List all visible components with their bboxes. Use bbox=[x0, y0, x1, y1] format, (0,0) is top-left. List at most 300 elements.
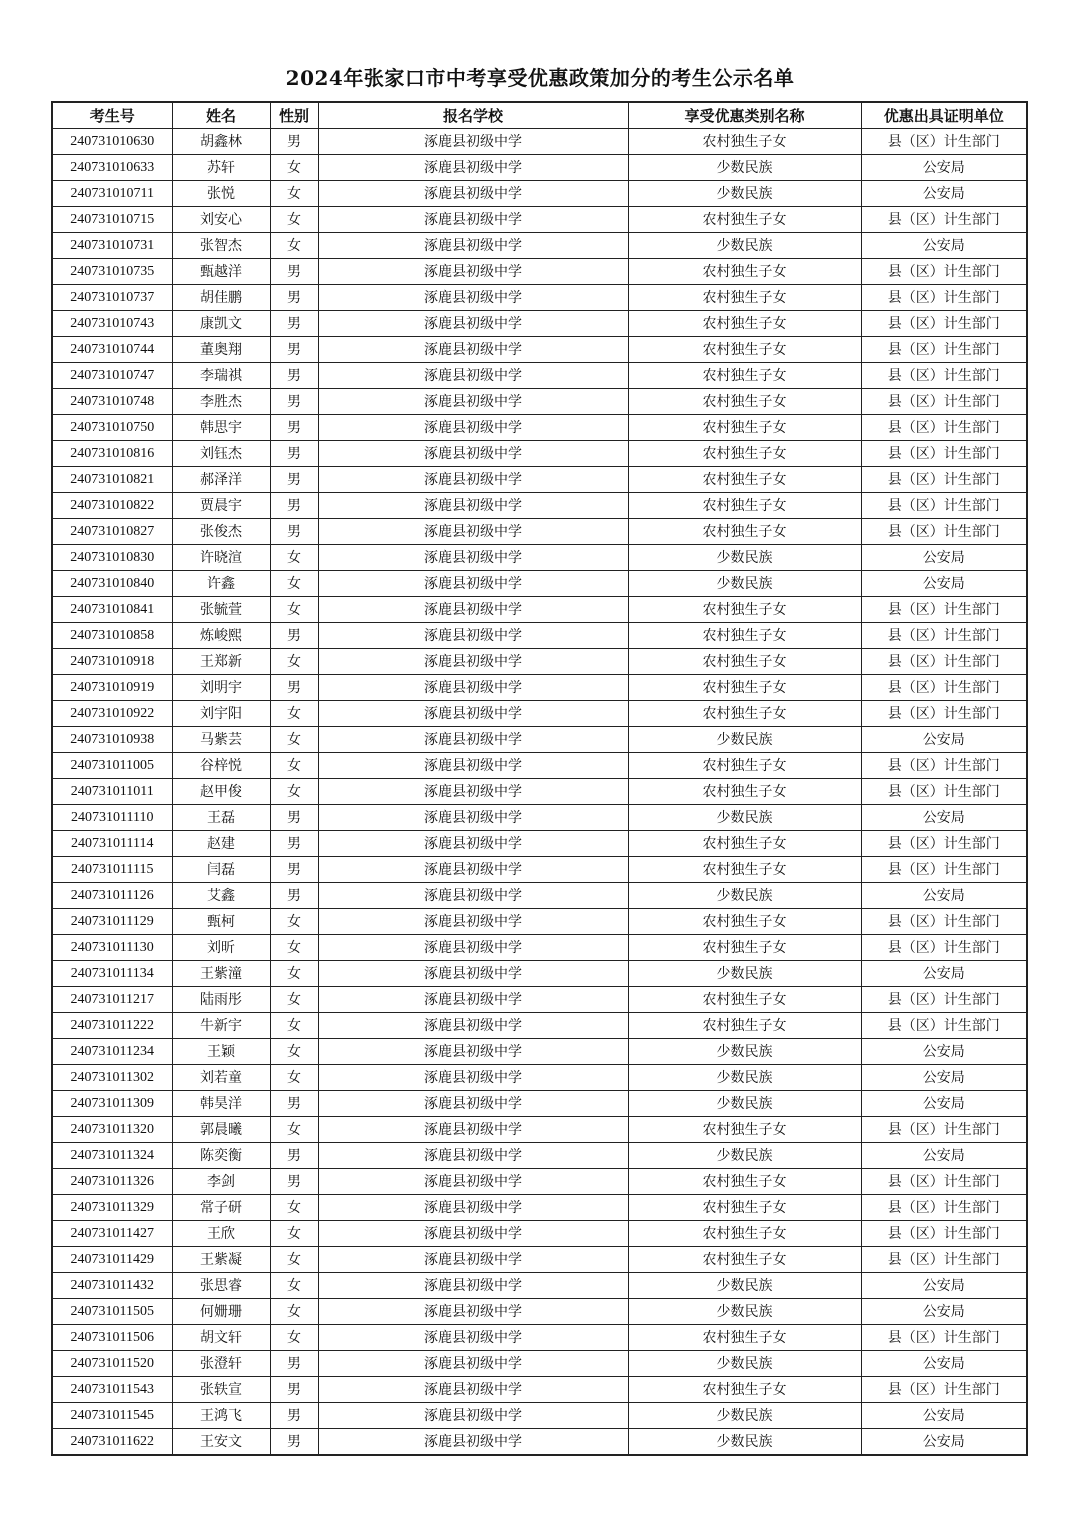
cell-school: 涿鹿县初级中学 bbox=[318, 779, 628, 805]
cell-gender: 女 bbox=[270, 779, 318, 805]
cell-exam-number: 240731011011 bbox=[52, 779, 172, 805]
cell-gender: 女 bbox=[270, 1247, 318, 1273]
table-row bbox=[52, 1117, 1027, 1143]
cell-name: 王紫潼 bbox=[172, 961, 270, 987]
cell-bonus-category: 少数民族 bbox=[628, 571, 861, 597]
cell-school: 涿鹿县初级中学 bbox=[318, 1065, 628, 1091]
cell-name: 张俊杰 bbox=[172, 519, 270, 545]
cell-school: 涿鹿县初级中学 bbox=[318, 181, 628, 207]
cell-name: 王鸿飞 bbox=[172, 1403, 270, 1429]
cell-name: 陈奕衡 bbox=[172, 1143, 270, 1169]
cell-bonus-category: 农村独生子女 bbox=[628, 363, 861, 389]
table-row bbox=[52, 987, 1027, 1013]
cell-name: 何姗珊 bbox=[172, 1299, 270, 1325]
table-row bbox=[52, 649, 1027, 675]
table-row bbox=[52, 311, 1027, 337]
cell-school: 涿鹿县初级中学 bbox=[318, 857, 628, 883]
cell-bonus-category: 农村独生子女 bbox=[628, 259, 861, 285]
cell-certifying-unit: 县（区）计生部门 bbox=[861, 311, 1027, 337]
cell-bonus-category: 少数民族 bbox=[628, 1065, 861, 1091]
cell-exam-number: 240731010938 bbox=[52, 727, 172, 753]
cell-bonus-category: 农村独生子女 bbox=[628, 467, 861, 493]
cell-exam-number: 240731011432 bbox=[52, 1273, 172, 1299]
cell-school: 涿鹿县初级中学 bbox=[318, 987, 628, 1013]
cell-certifying-unit: 县（区）计生部门 bbox=[861, 129, 1027, 155]
header-name: 姓名 bbox=[172, 102, 270, 129]
cell-exam-number: 240731010630 bbox=[52, 129, 172, 155]
cell-exam-number: 240731011427 bbox=[52, 1221, 172, 1247]
table-row bbox=[52, 363, 1027, 389]
table-row bbox=[52, 805, 1027, 831]
table-row bbox=[52, 519, 1027, 545]
cell-bonus-category: 农村独生子女 bbox=[628, 337, 861, 363]
cell-name: 刘若童 bbox=[172, 1065, 270, 1091]
cell-certifying-unit: 县（区）计生部门 bbox=[861, 285, 1027, 311]
cell-bonus-category: 农村独生子女 bbox=[628, 311, 861, 337]
cell-name: 张思睿 bbox=[172, 1273, 270, 1299]
cell-bonus-category: 农村独生子女 bbox=[628, 1247, 861, 1273]
cell-name: 闫磊 bbox=[172, 857, 270, 883]
cell-school: 涿鹿县初级中学 bbox=[318, 259, 628, 285]
cell-exam-number: 240731010735 bbox=[52, 259, 172, 285]
cell-school: 涿鹿县初级中学 bbox=[318, 519, 628, 545]
cell-bonus-category: 农村独生子女 bbox=[628, 701, 861, 727]
cell-school: 涿鹿县初级中学 bbox=[318, 1013, 628, 1039]
cell-school: 涿鹿县初级中学 bbox=[318, 1403, 628, 1429]
cell-school: 涿鹿县初级中学 bbox=[318, 311, 628, 337]
cell-school: 涿鹿县初级中学 bbox=[318, 1221, 628, 1247]
header-exam-number: 考生号 bbox=[52, 102, 172, 129]
table-row bbox=[52, 571, 1027, 597]
cell-gender: 女 bbox=[270, 1325, 318, 1351]
cell-certifying-unit: 县（区）计生部门 bbox=[861, 1325, 1027, 1351]
cell-school: 涿鹿县初级中学 bbox=[318, 1429, 628, 1456]
cell-school: 涿鹿县初级中学 bbox=[318, 727, 628, 753]
cell-exam-number: 240731010840 bbox=[52, 571, 172, 597]
cell-exam-number: 240731010922 bbox=[52, 701, 172, 727]
cell-name: 甄柯 bbox=[172, 909, 270, 935]
cell-bonus-category: 农村独生子女 bbox=[628, 909, 861, 935]
cell-school: 涿鹿县初级中学 bbox=[318, 1195, 628, 1221]
table-row bbox=[52, 1013, 1027, 1039]
cell-school: 涿鹿县初级中学 bbox=[318, 623, 628, 649]
cell-exam-number: 240731011320 bbox=[52, 1117, 172, 1143]
cell-gender: 男 bbox=[270, 259, 318, 285]
cell-gender: 男 bbox=[270, 415, 318, 441]
cell-certifying-unit: 县（区）计生部门 bbox=[861, 493, 1027, 519]
cell-name: 王颖 bbox=[172, 1039, 270, 1065]
cell-certifying-unit: 县（区）计生部门 bbox=[861, 831, 1027, 857]
cell-exam-number: 240731010821 bbox=[52, 467, 172, 493]
cell-gender: 女 bbox=[270, 1117, 318, 1143]
cell-exam-number: 240731011005 bbox=[52, 753, 172, 779]
cell-certifying-unit: 县（区）计生部门 bbox=[861, 935, 1027, 961]
cell-certifying-unit: 县（区）计生部门 bbox=[861, 753, 1027, 779]
cell-name: 炼峻熙 bbox=[172, 623, 270, 649]
cell-certifying-unit: 公安局 bbox=[861, 727, 1027, 753]
cell-certifying-unit: 公安局 bbox=[861, 1091, 1027, 1117]
header-bonus-category: 享受优惠类别名称 bbox=[628, 102, 861, 129]
cell-gender: 女 bbox=[270, 545, 318, 571]
cell-certifying-unit: 公安局 bbox=[861, 155, 1027, 181]
cell-exam-number: 240731011622 bbox=[52, 1429, 172, 1456]
cell-certifying-unit: 县（区）计生部门 bbox=[861, 1247, 1027, 1273]
table-row bbox=[52, 207, 1027, 233]
cell-certifying-unit: 公安局 bbox=[861, 1429, 1027, 1456]
cell-bonus-category: 农村独生子女 bbox=[628, 415, 861, 441]
table-row bbox=[52, 779, 1027, 805]
cell-gender: 男 bbox=[270, 1169, 318, 1195]
cell-certifying-unit: 县（区）计生部门 bbox=[861, 597, 1027, 623]
cell-school: 涿鹿县初级中学 bbox=[318, 467, 628, 493]
cell-bonus-category: 少数民族 bbox=[628, 233, 861, 259]
cell-exam-number: 240731010737 bbox=[52, 285, 172, 311]
cell-certifying-unit: 县（区）计生部门 bbox=[861, 675, 1027, 701]
cell-gender: 女 bbox=[270, 207, 318, 233]
table-row bbox=[52, 1403, 1027, 1429]
cell-school: 涿鹿县初级中学 bbox=[318, 493, 628, 519]
cell-name: 韩昊洋 bbox=[172, 1091, 270, 1117]
cell-gender: 男 bbox=[270, 883, 318, 909]
cell-certifying-unit: 县（区）计生部门 bbox=[861, 207, 1027, 233]
header-gender: 性别 bbox=[270, 102, 318, 129]
cell-bonus-category: 农村独生子女 bbox=[628, 1325, 861, 1351]
cell-name: 王紫凝 bbox=[172, 1247, 270, 1273]
table-row bbox=[52, 701, 1027, 727]
table-row bbox=[52, 935, 1027, 961]
cell-bonus-category: 少数民族 bbox=[628, 1429, 861, 1456]
cell-gender: 男 bbox=[270, 1377, 318, 1403]
cell-name: 韩思宇 bbox=[172, 415, 270, 441]
cell-bonus-category: 少数民族 bbox=[628, 961, 861, 987]
cell-bonus-category: 少数民族 bbox=[628, 1403, 861, 1429]
cell-bonus-category: 少数民族 bbox=[628, 805, 861, 831]
cell-name: 张悦 bbox=[172, 181, 270, 207]
candidate-table bbox=[51, 101, 1028, 1456]
cell-exam-number: 240731011126 bbox=[52, 883, 172, 909]
cell-exam-number: 240731011326 bbox=[52, 1169, 172, 1195]
cell-gender: 男 bbox=[270, 337, 318, 363]
cell-bonus-category: 农村独生子女 bbox=[628, 1169, 861, 1195]
cell-bonus-category: 少数民族 bbox=[628, 1299, 861, 1325]
cell-certifying-unit: 县（区）计生部门 bbox=[861, 1169, 1027, 1195]
cell-gender: 男 bbox=[270, 285, 318, 311]
cell-bonus-category: 农村独生子女 bbox=[628, 519, 861, 545]
cell-bonus-category: 农村独生子女 bbox=[628, 389, 861, 415]
cell-certifying-unit: 公安局 bbox=[861, 1351, 1027, 1377]
cell-name: 胡佳鹏 bbox=[172, 285, 270, 311]
cell-name: 王磊 bbox=[172, 805, 270, 831]
cell-exam-number: 240731011324 bbox=[52, 1143, 172, 1169]
cell-exam-number: 240731010715 bbox=[52, 207, 172, 233]
cell-bonus-category: 少数民族 bbox=[628, 181, 861, 207]
cell-name: 刘昕 bbox=[172, 935, 270, 961]
cell-name: 王郑新 bbox=[172, 649, 270, 675]
cell-school: 涿鹿县初级中学 bbox=[318, 1299, 628, 1325]
cell-school: 涿鹿县初级中学 bbox=[318, 1091, 628, 1117]
table-row bbox=[52, 1221, 1027, 1247]
cell-school: 涿鹿县初级中学 bbox=[318, 1273, 628, 1299]
cell-gender: 男 bbox=[270, 389, 318, 415]
cell-gender: 男 bbox=[270, 1091, 318, 1117]
cell-exam-number: 240731010743 bbox=[52, 311, 172, 337]
cell-name: 陆雨彤 bbox=[172, 987, 270, 1013]
table-row bbox=[52, 675, 1027, 701]
cell-certifying-unit: 县（区）计生部门 bbox=[861, 1195, 1027, 1221]
table-row bbox=[52, 1377, 1027, 1403]
cell-school: 涿鹿县初级中学 bbox=[318, 415, 628, 441]
cell-certifying-unit: 县（区）计生部门 bbox=[861, 1117, 1027, 1143]
cell-certifying-unit: 公安局 bbox=[861, 233, 1027, 259]
cell-name: 贾晨宇 bbox=[172, 493, 270, 519]
cell-certifying-unit: 县（区）计生部门 bbox=[861, 363, 1027, 389]
cell-bonus-category: 农村独生子女 bbox=[628, 1221, 861, 1247]
cell-certifying-unit: 县（区）计生部门 bbox=[861, 1221, 1027, 1247]
cell-gender: 女 bbox=[270, 571, 318, 597]
cell-exam-number: 240731011115 bbox=[52, 857, 172, 883]
cell-bonus-category: 少数民族 bbox=[628, 1273, 861, 1299]
cell-gender: 女 bbox=[270, 701, 318, 727]
cell-gender: 男 bbox=[270, 857, 318, 883]
cell-bonus-category: 少数民族 bbox=[628, 1143, 861, 1169]
cell-school: 涿鹿县初级中学 bbox=[318, 441, 628, 467]
cell-name: 牛新宇 bbox=[172, 1013, 270, 1039]
cell-school: 涿鹿县初级中学 bbox=[318, 961, 628, 987]
cell-certifying-unit: 公安局 bbox=[861, 1273, 1027, 1299]
cell-certifying-unit: 公安局 bbox=[861, 1065, 1027, 1091]
page-title: 2024年张家口市中考享受优惠政策加分的考生公示名单 bbox=[285, 66, 795, 90]
cell-gender: 女 bbox=[270, 1299, 318, 1325]
cell-school: 涿鹿县初级中学 bbox=[318, 1169, 628, 1195]
cell-certifying-unit: 公安局 bbox=[861, 1403, 1027, 1429]
cell-bonus-category: 少数民族 bbox=[628, 155, 861, 181]
cell-exam-number: 240731011505 bbox=[52, 1299, 172, 1325]
cell-gender: 男 bbox=[270, 831, 318, 857]
cell-exam-number: 240731011110 bbox=[52, 805, 172, 831]
cell-school: 涿鹿县初级中学 bbox=[318, 571, 628, 597]
table-row bbox=[52, 285, 1027, 311]
cell-school: 涿鹿县初级中学 bbox=[318, 649, 628, 675]
cell-exam-number: 240731011222 bbox=[52, 1013, 172, 1039]
cell-name: 王欣 bbox=[172, 1221, 270, 1247]
cell-gender: 女 bbox=[270, 1013, 318, 1039]
cell-school: 涿鹿县初级中学 bbox=[318, 1143, 628, 1169]
cell-bonus-category: 农村独生子女 bbox=[628, 129, 861, 155]
cell-name: 马紫芸 bbox=[172, 727, 270, 753]
cell-bonus-category: 农村独生子女 bbox=[628, 1195, 861, 1221]
cell-certifying-unit: 县（区）计生部门 bbox=[861, 1377, 1027, 1403]
cell-certifying-unit: 县（区）计生部门 bbox=[861, 779, 1027, 805]
cell-gender: 男 bbox=[270, 1429, 318, 1456]
cell-certifying-unit: 公安局 bbox=[861, 571, 1027, 597]
cell-bonus-category: 农村独生子女 bbox=[628, 1013, 861, 1039]
cell-gender: 男 bbox=[270, 441, 318, 467]
cell-school: 涿鹿县初级中学 bbox=[318, 285, 628, 311]
table-row bbox=[52, 545, 1027, 571]
cell-name: 刘钰杰 bbox=[172, 441, 270, 467]
cell-certifying-unit: 公安局 bbox=[861, 1143, 1027, 1169]
cell-school: 涿鹿县初级中学 bbox=[318, 883, 628, 909]
table-row bbox=[52, 623, 1027, 649]
cell-gender: 女 bbox=[270, 1065, 318, 1091]
cell-school: 涿鹿县初级中学 bbox=[318, 363, 628, 389]
cell-gender: 男 bbox=[270, 519, 318, 545]
cell-bonus-category: 农村独生子女 bbox=[628, 675, 861, 701]
cell-certifying-unit: 县（区）计生部门 bbox=[861, 987, 1027, 1013]
cell-school: 涿鹿县初级中学 bbox=[318, 1247, 628, 1273]
cell-certifying-unit: 县（区）计生部门 bbox=[861, 441, 1027, 467]
cell-school: 涿鹿县初级中学 bbox=[318, 1351, 628, 1377]
cell-certifying-unit: 县（区）计生部门 bbox=[861, 857, 1027, 883]
cell-gender: 男 bbox=[270, 805, 318, 831]
cell-bonus-category: 农村独生子女 bbox=[628, 987, 861, 1013]
cell-name: 胡文轩 bbox=[172, 1325, 270, 1351]
cell-certifying-unit: 公安局 bbox=[861, 805, 1027, 831]
cell-gender: 女 bbox=[270, 1221, 318, 1247]
cell-gender: 女 bbox=[270, 181, 318, 207]
cell-gender: 女 bbox=[270, 727, 318, 753]
cell-name: 常子研 bbox=[172, 1195, 270, 1221]
cell-bonus-category: 农村独生子女 bbox=[628, 597, 861, 623]
cell-name: 郭晨曦 bbox=[172, 1117, 270, 1143]
table-row bbox=[52, 233, 1027, 259]
cell-exam-number: 240731010744 bbox=[52, 337, 172, 363]
cell-bonus-category: 少数民族 bbox=[628, 1351, 861, 1377]
cell-certifying-unit: 公安局 bbox=[861, 883, 1027, 909]
cell-gender: 女 bbox=[270, 597, 318, 623]
cell-certifying-unit: 县（区）计生部门 bbox=[861, 909, 1027, 935]
cell-exam-number: 240731010731 bbox=[52, 233, 172, 259]
cell-gender: 男 bbox=[270, 1143, 318, 1169]
cell-exam-number: 240731010747 bbox=[52, 363, 172, 389]
table-row bbox=[52, 415, 1027, 441]
cell-exam-number: 240731011114 bbox=[52, 831, 172, 857]
table-row bbox=[52, 493, 1027, 519]
cell-gender: 女 bbox=[270, 1039, 318, 1065]
table-row bbox=[52, 1091, 1027, 1117]
cell-exam-number: 240731011543 bbox=[52, 1377, 172, 1403]
cell-school: 涿鹿县初级中学 bbox=[318, 155, 628, 181]
cell-gender: 女 bbox=[270, 155, 318, 181]
cell-gender: 男 bbox=[270, 1403, 318, 1429]
table-row bbox=[52, 883, 1027, 909]
table-row bbox=[52, 753, 1027, 779]
cell-gender: 女 bbox=[270, 961, 318, 987]
table-row bbox=[52, 909, 1027, 935]
table-row bbox=[52, 337, 1027, 363]
cell-gender: 男 bbox=[270, 623, 318, 649]
cell-name: 李胜杰 bbox=[172, 389, 270, 415]
table-row bbox=[52, 259, 1027, 285]
cell-certifying-unit: 县（区）计生部门 bbox=[861, 701, 1027, 727]
cell-bonus-category: 农村独生子女 bbox=[628, 285, 861, 311]
cell-name: 艾鑫 bbox=[172, 883, 270, 909]
cell-gender: 男 bbox=[270, 467, 318, 493]
cell-certifying-unit: 县（区）计生部门 bbox=[861, 389, 1027, 415]
cell-name: 张澄轩 bbox=[172, 1351, 270, 1377]
cell-exam-number: 240731011302 bbox=[52, 1065, 172, 1091]
cell-name: 苏轩 bbox=[172, 155, 270, 181]
cell-certifying-unit: 公安局 bbox=[861, 1299, 1027, 1325]
cell-name: 李瑞祺 bbox=[172, 363, 270, 389]
table-body bbox=[52, 129, 1027, 1456]
cell-bonus-category: 少数民族 bbox=[628, 727, 861, 753]
table-row bbox=[52, 1143, 1027, 1169]
cell-exam-number: 240731011429 bbox=[52, 1247, 172, 1273]
cell-exam-number: 240731010748 bbox=[52, 389, 172, 415]
cell-school: 涿鹿县初级中学 bbox=[318, 1325, 628, 1351]
cell-exam-number: 240731010841 bbox=[52, 597, 172, 623]
cell-name: 张轶宣 bbox=[172, 1377, 270, 1403]
cell-certifying-unit: 县（区）计生部门 bbox=[861, 519, 1027, 545]
cell-school: 涿鹿县初级中学 bbox=[318, 597, 628, 623]
table-row bbox=[52, 441, 1027, 467]
table-row bbox=[52, 1247, 1027, 1273]
cell-bonus-category: 农村独生子女 bbox=[628, 649, 861, 675]
cell-name: 康凯文 bbox=[172, 311, 270, 337]
cell-exam-number: 240731011134 bbox=[52, 961, 172, 987]
cell-bonus-category: 农村独生子女 bbox=[628, 1377, 861, 1403]
cell-exam-number: 240731010711 bbox=[52, 181, 172, 207]
cell-gender: 女 bbox=[270, 753, 318, 779]
cell-exam-number: 240731011234 bbox=[52, 1039, 172, 1065]
cell-exam-number: 240731011130 bbox=[52, 935, 172, 961]
cell-exam-number: 240731011217 bbox=[52, 987, 172, 1013]
cell-school: 涿鹿县初级中学 bbox=[318, 1117, 628, 1143]
table-row bbox=[52, 597, 1027, 623]
cell-name: 许晓渲 bbox=[172, 545, 270, 571]
cell-school: 涿鹿县初级中学 bbox=[318, 129, 628, 155]
cell-school: 涿鹿县初级中学 bbox=[318, 389, 628, 415]
cell-school: 涿鹿县初级中学 bbox=[318, 1039, 628, 1065]
cell-name: 甄越洋 bbox=[172, 259, 270, 285]
cell-name: 赵建 bbox=[172, 831, 270, 857]
cell-bonus-category: 农村独生子女 bbox=[628, 207, 861, 233]
cell-school: 涿鹿县初级中学 bbox=[318, 207, 628, 233]
cell-school: 涿鹿县初级中学 bbox=[318, 753, 628, 779]
table-row bbox=[52, 1351, 1027, 1377]
cell-exam-number: 240731010918 bbox=[52, 649, 172, 675]
cell-bonus-category: 少数民族 bbox=[628, 545, 861, 571]
cell-name: 张毓萱 bbox=[172, 597, 270, 623]
cell-certifying-unit: 县（区）计生部门 bbox=[861, 259, 1027, 285]
table-row bbox=[52, 1429, 1027, 1456]
cell-exam-number: 240731010822 bbox=[52, 493, 172, 519]
cell-bonus-category: 少数民族 bbox=[628, 1091, 861, 1117]
cell-gender: 男 bbox=[270, 675, 318, 701]
cell-bonus-category: 农村独生子女 bbox=[628, 493, 861, 519]
cell-name: 赵甲俊 bbox=[172, 779, 270, 805]
cell-gender: 女 bbox=[270, 233, 318, 259]
cell-certifying-unit: 公安局 bbox=[861, 961, 1027, 987]
cell-gender: 女 bbox=[270, 987, 318, 1013]
cell-bonus-category: 农村独生子女 bbox=[628, 441, 861, 467]
cell-bonus-category: 农村独生子女 bbox=[628, 623, 861, 649]
cell-name: 李剑 bbox=[172, 1169, 270, 1195]
cell-gender: 女 bbox=[270, 935, 318, 961]
cell-exam-number: 240731010816 bbox=[52, 441, 172, 467]
table-row bbox=[52, 1299, 1027, 1325]
cell-bonus-category: 农村独生子女 bbox=[628, 753, 861, 779]
table-header-row bbox=[52, 102, 1027, 129]
cell-exam-number: 240731010830 bbox=[52, 545, 172, 571]
cell-gender: 男 bbox=[270, 311, 318, 337]
table-row bbox=[52, 727, 1027, 753]
cell-gender: 男 bbox=[270, 1351, 318, 1377]
cell-name: 郝泽洋 bbox=[172, 467, 270, 493]
cell-school: 涿鹿县初级中学 bbox=[318, 337, 628, 363]
table-row bbox=[52, 1039, 1027, 1065]
